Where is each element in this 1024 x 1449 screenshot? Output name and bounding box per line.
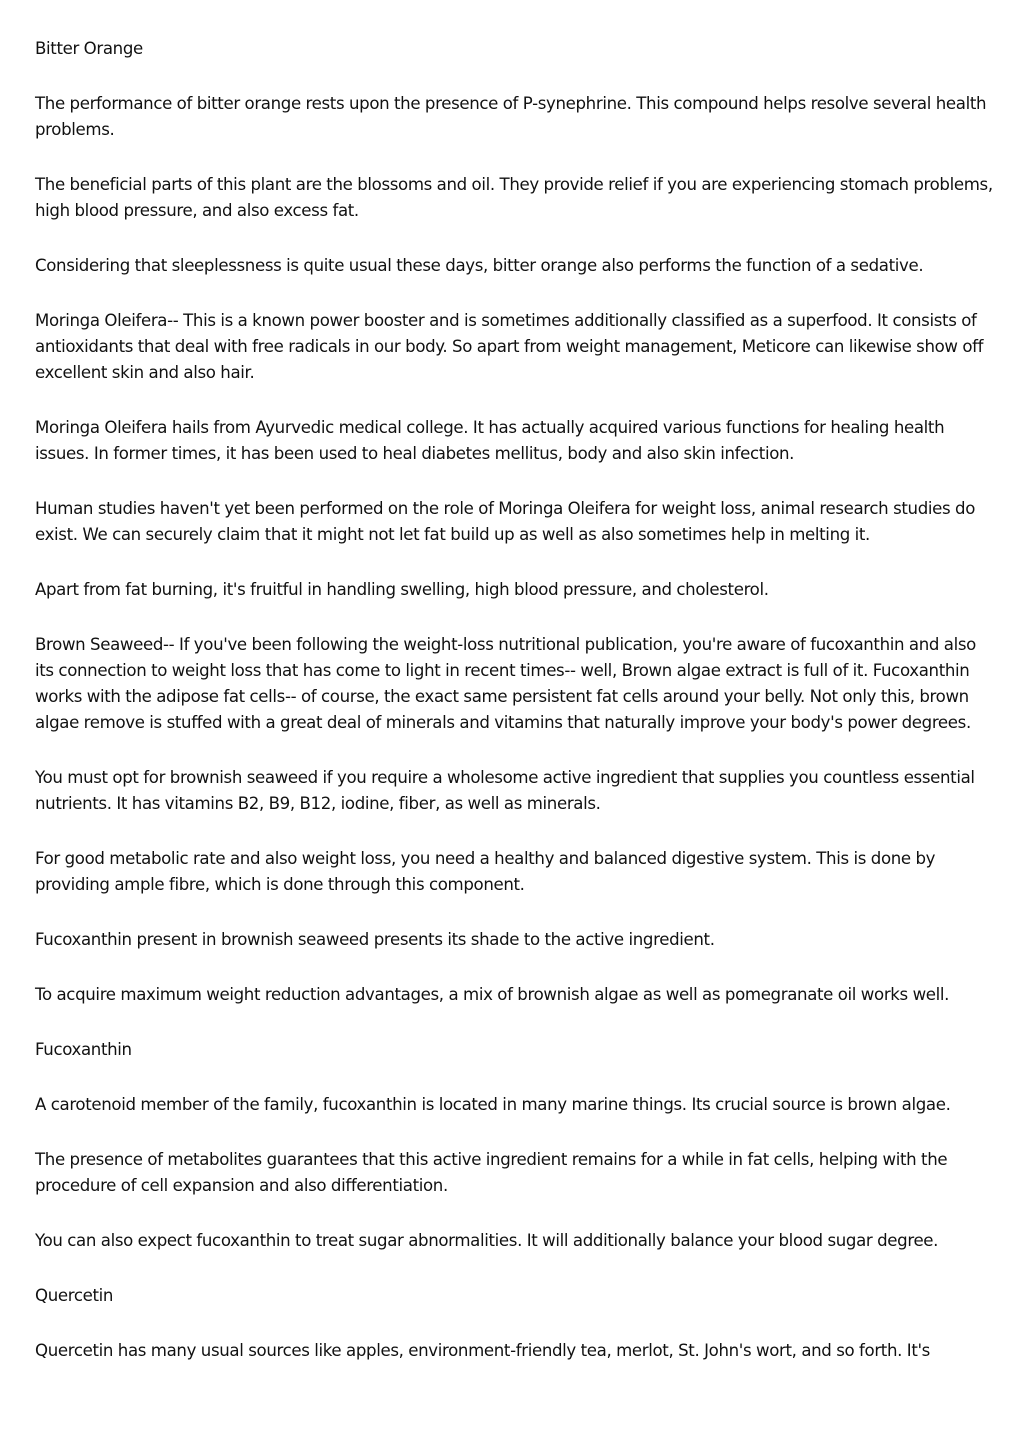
paragraph: Fucoxanthin present in brownish seaweed presents its shade to the active ingredient. [35,930,715,949]
paragraph: Moringa Oleifera hails from Ayurvedic medical college. It has actually acquired various functions for healing health issues. In former times, it has been used to heal diabetes mellitus, body and also skin infection. [35,418,945,463]
paragraph: You must opt for brownish seaweed if you require a wholesome active ingredient that supplies you countless essential nutrients. It has vitamins B2, B9, B12, iodine, fiber, as well as minerals. [35,768,975,813]
heading-bitter-orange: Bitter Orange [35,39,143,58]
paragraph: For good metabolic rate and also weight loss, you need a healthy and balanced digestive system. This is done by providing ample fibre, which is done through this component. [35,849,936,894]
paragraph: Brown Seaweed-- If you've been following the weight-loss nutritional publication, you're aware of fucoxanthin and also its connection to weight loss that has come to light in recent times-- well, Brown algae extract is full of it. Fucoxanthin works with the adipose fat cells-- of course, the exact same persistent fat cells around your belly. Not only this, brown algae remove is stuffed with a great deal of minerals and vitamins that naturally improve your body's power degrees. [35,635,976,732]
paragraph: Human studies haven't yet been performed on the role of Moringa Oleifera for weight loss, animal research studies do exist. We can securely claim that it might not let fat build up as well as also sometimes help in melting it. [35,499,976,544]
paragraph: You can also expect fucoxanthin to treat sugar abnormalities. It will additionally balance your blood sugar degree. [35,1231,939,1250]
paragraph: The beneficial parts of this plant are the blossoms and oil. They provide relief if you are experiencing stomach problems, high blood pressure, and also excess fat. [35,175,993,220]
paragraph: A carotenoid member of the family, fucoxanthin is located in many marine things. Its crucial source is brown algae. [35,1095,951,1114]
heading-quercetin: Quercetin [35,1286,114,1305]
paragraph: Moringa Oleifera-- This is a known power booster and is sometimes additionally classified as a superfood. It consists of antioxidants that deal with free radicals in our body. So apart from weight management, Meticore can likewise show off excellent skin and also hair. [35,311,984,382]
paragraph: To acquire maximum weight reduction advantages, a mix of brownish algae as well as pomegranate oil works well. [35,985,950,1004]
paragraph: Quercetin has many usual sources like apples, environment-friendly tea, merlot, St. John's wort, and so forth. It's [35,1341,930,1360]
paragraph: Considering that sleeplessness is quite usual these days, bitter orange also performs the function of a sedative. [35,256,924,275]
paragraph: The presence of metabolites guarantees that this active ingredient remains for a while in fat cells, helping with the procedure of cell expansion and also differentiation. [35,1150,948,1195]
heading-fucoxanthin: Fucoxanthin [35,1040,132,1059]
document-body [35,36,995,1393]
paragraph: Apart from fat burning, it's fruitful in handling swelling, high blood pressure, and cholesterol. [35,580,769,599]
paragraph: The performance of bitter orange rests upon the presence of P-synephrine. This compound helps resolve several health problems. [35,94,987,139]
